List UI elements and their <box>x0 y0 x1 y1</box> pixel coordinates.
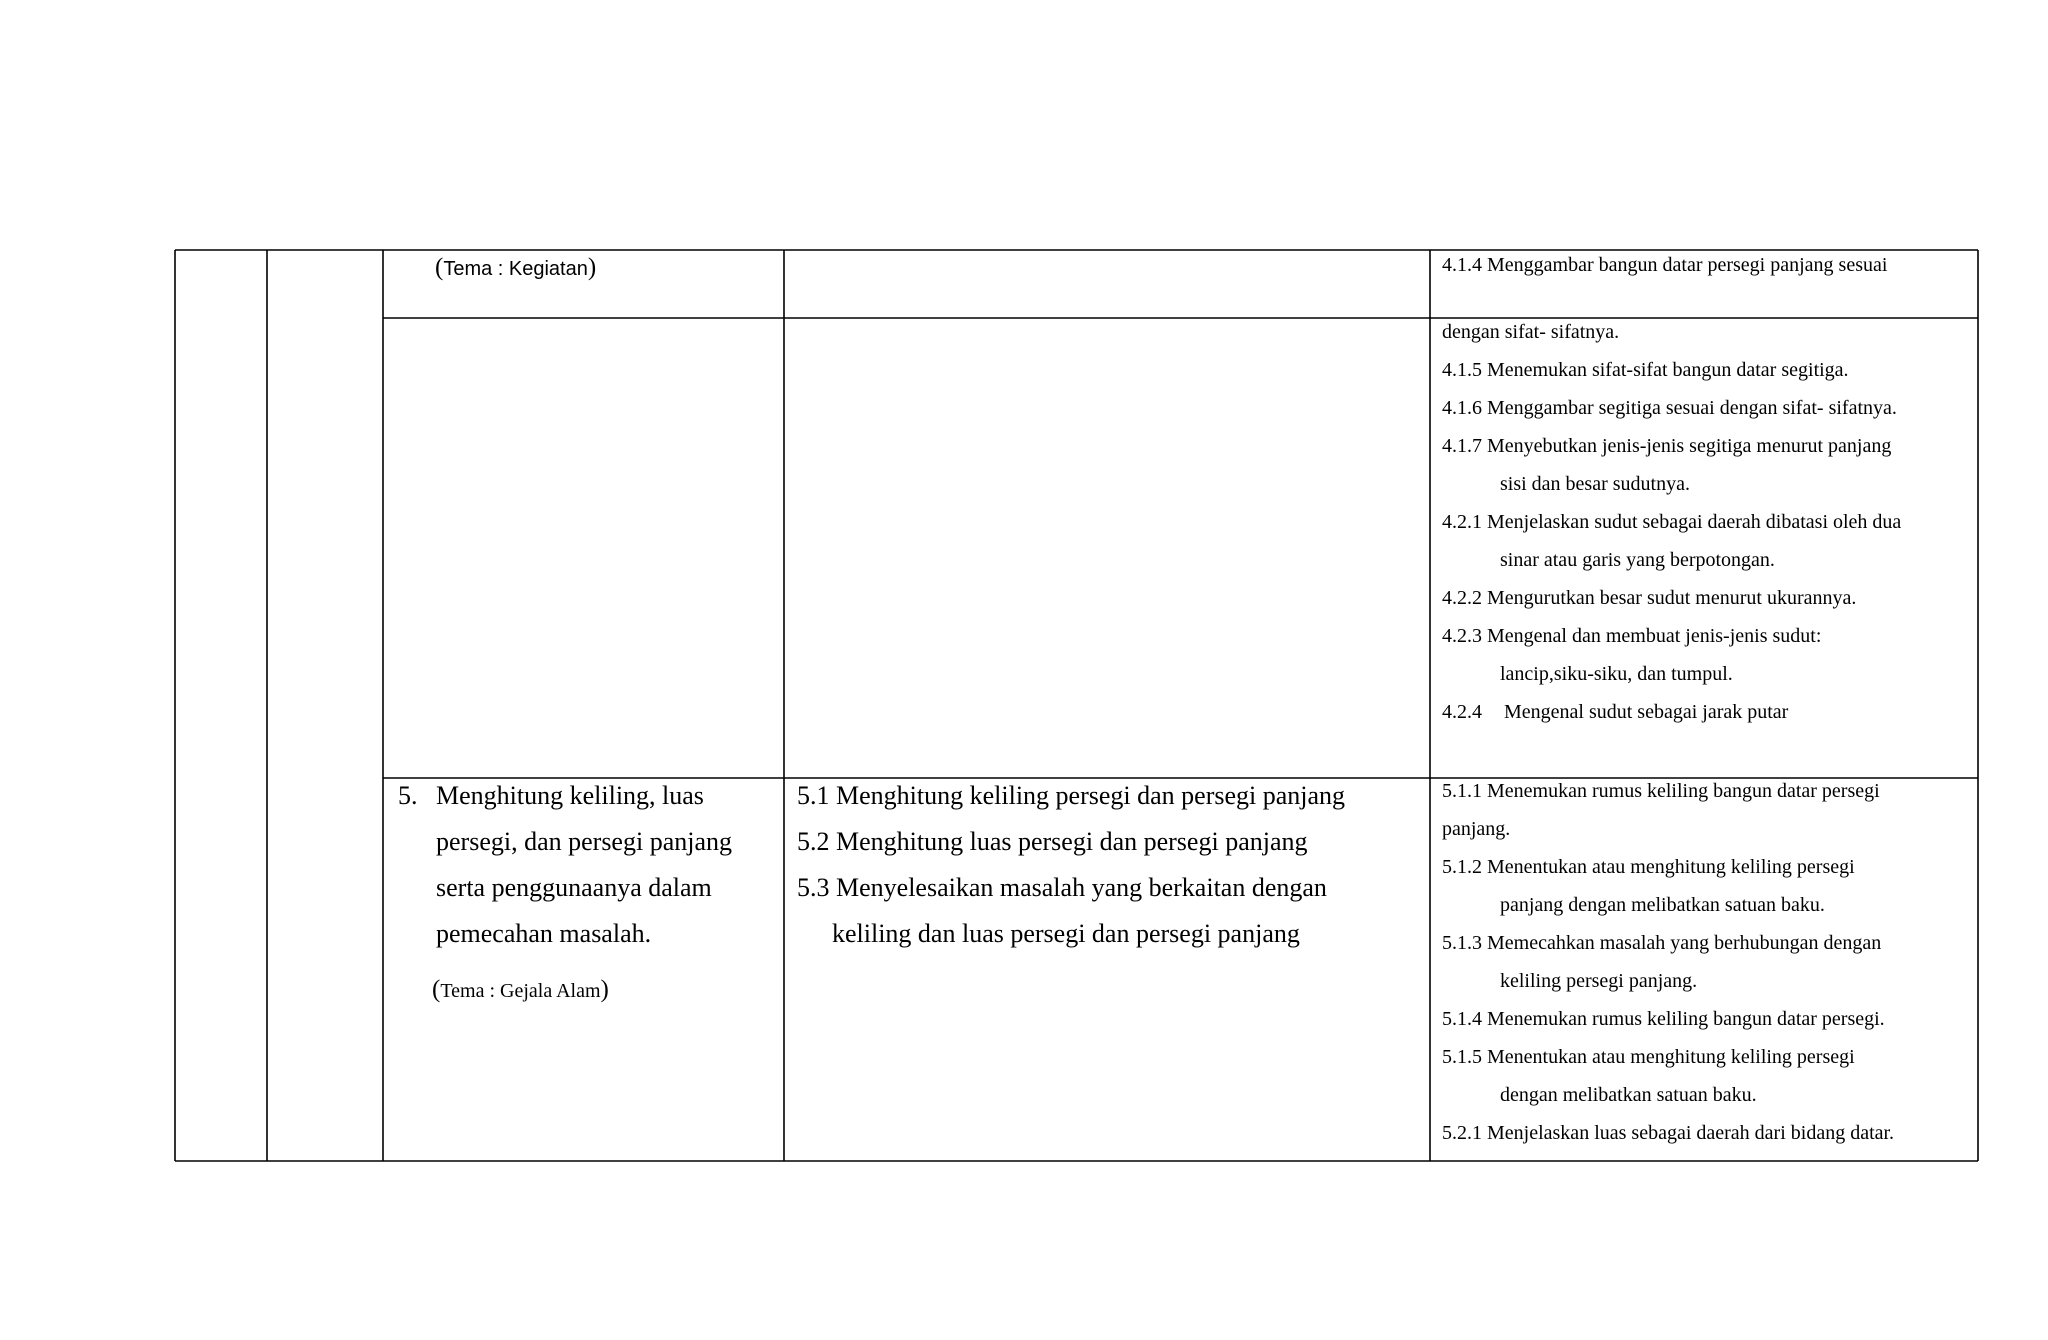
indicator-line: 4.2.2 Mengurutkan besar sudut menurut ukurannya. <box>1442 587 1857 609</box>
paren-close: ) <box>600 976 609 1003</box>
indicator-line: 4.1.4 Menggambar bangun datar persegi panjang sesuai <box>1442 254 1888 276</box>
row3-indicator-cell <box>1442 772 1972 1157</box>
kd-theme-label: Tema : Gejala Alam <box>440 980 601 1002</box>
indicator-line: 5.1.2 Menentukan atau menghitung keliling persegi <box>1442 856 1855 878</box>
indicator-line: 5.1.1 Menemukan rumus keliling bangun datar persegi <box>1442 780 1880 802</box>
kd-text <box>398 773 782 957</box>
indicator-line: 5.2.1 Menjelaskan luas sebagai daerah dari bidang datar. <box>1442 1122 1895 1144</box>
kd-item <box>398 773 782 957</box>
subcompetency-line: 5.2 Menghitung luas persegi dan persegi panjang <box>797 827 1308 856</box>
indicator-line: 5.1.4 Menemukan rumus keliling bangun datar persegi. <box>1442 1008 1885 1030</box>
subcompetency-line: 5.3 Menyelesaikan masalah yang berkaitan dengan <box>797 873 1327 902</box>
row3-indicator-list <box>1442 772 1972 1152</box>
row3-subcompetency-cell <box>797 773 1427 973</box>
indicator-line: 4.1.6 Menggambar segitiga sesuai dengan sifat- sifatnya. <box>1442 397 1897 419</box>
indicator-line: 4.2.1 Menjelaskan sudut sebagai daerah dibatasi oleh dua <box>1442 511 1902 533</box>
row1-indicator-cell <box>1442 246 1972 306</box>
kd-text-line: serta penggunaanya dalam <box>436 873 712 902</box>
indicator-line: sisi dan besar sudutnya. <box>1500 473 1690 495</box>
indicator-line: panjang. <box>1442 818 1511 840</box>
indicator-line: 4.1.7 Menyebutkan jenis-jenis segitiga menurut panjang <box>1442 435 1892 457</box>
indicator-number: 4.2.4 <box>1442 701 1482 723</box>
indicator-line: keliling persegi panjang. <box>1500 970 1698 992</box>
indicator-line: 4.2.3 Mengenal dan membuat jenis-jenis sudut: <box>1442 625 1822 647</box>
subcompetency-line: keliling dan luas persegi dan persegi panjang <box>832 919 1300 948</box>
indicator-line-last <box>1442 693 1972 731</box>
kd-theme <box>398 967 782 1013</box>
indicator-line: sinar atau garis yang berpotongan. <box>1500 549 1775 571</box>
paren-open: ( <box>435 254 444 281</box>
indicator-line: lancip,siku-siku, dan tumpul. <box>1500 663 1733 685</box>
indicator-line: 5.1.3 Memecahkan masalah yang berhubungan dengan <box>1442 932 1882 954</box>
row2-indicator-list <box>1442 313 1972 693</box>
indicator-line: 5.1.5 Menentukan atau menghitung keliling persegi <box>1442 1046 1855 1068</box>
kd-theme-label: Tema : Kegiatan <box>443 258 588 280</box>
kd-text-line: persegi, dan persegi panjang <box>436 827 733 856</box>
row2-indicator-cell <box>1442 313 1972 733</box>
indicator-text: Mengenal sudut sebagai jarak putar <box>1504 701 1789 723</box>
subcompetency-list <box>797 773 1427 957</box>
row3-kd-cell <box>398 773 782 1013</box>
kd-text-line: pemecahan masalah. <box>436 919 652 948</box>
indicator-line: 4.1.5 Menemukan sifat-sifat bangun datar segitiga. <box>1442 359 1849 381</box>
kd-number: 5. <box>398 781 418 810</box>
kd-text-line: Menghitung keliling, luas <box>436 781 704 810</box>
paren-open: ( <box>432 976 441 1003</box>
paren-close: ) <box>587 254 597 281</box>
row1-kd-cell <box>435 251 775 311</box>
indicator-line: dengan sifat- sifatnya. <box>1442 321 1620 343</box>
indicator-line: panjang dengan melibatkan satuan baku. <box>1500 894 1825 916</box>
subcompetency-line: 5.1 Menghitung keliling persegi dan persegi panjang <box>797 781 1346 810</box>
indicator-line: dengan melibatkan satuan baku. <box>1500 1084 1757 1106</box>
